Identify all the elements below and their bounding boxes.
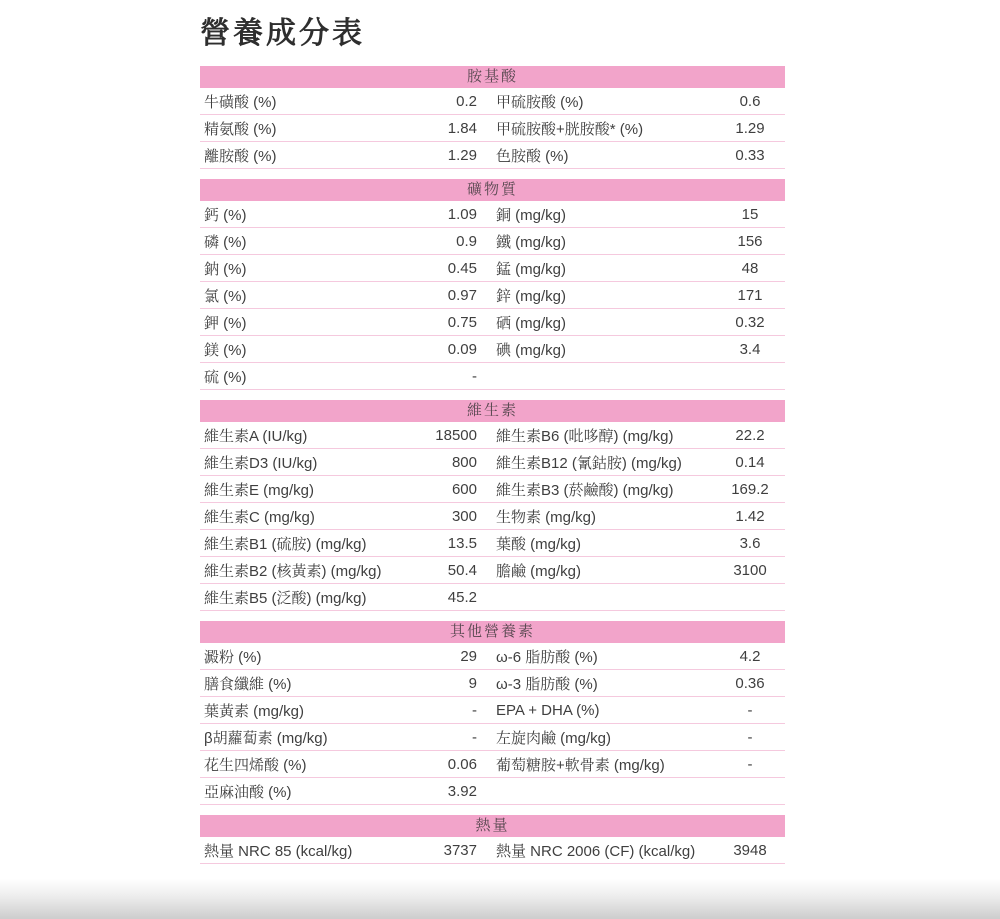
table-row: [200, 422, 785, 449]
table-row: [200, 282, 785, 309]
row-value-right: 0.33: [735, 146, 765, 164]
section-amino-acids: [200, 66, 785, 169]
row-label-right: 熱量 NRC 2006 (CF) (kcal/kg): [496, 842, 696, 860]
row-value-right: -: [747, 728, 753, 746]
row-value-left: 50.4: [447, 561, 477, 579]
row-label-right: 左旋肉鹼 (mg/kg): [496, 729, 612, 747]
row-value-left: 29: [460, 647, 477, 665]
row-value-right: 0.36: [735, 674, 765, 692]
row-value-right: 3100: [733, 561, 767, 579]
row-label-left: 維生素B2 (核黃素) (mg/kg): [204, 562, 382, 580]
section-header: 礦物質: [200, 179, 785, 201]
nutrition-table: [200, 66, 785, 874]
row-label-right: 葉酸 (mg/kg): [496, 535, 582, 553]
table-row: [200, 557, 785, 584]
row-value-left: 0.06: [447, 755, 477, 773]
row-label-right: 膽鹼 (mg/kg): [496, 562, 582, 580]
row-value-left: 0.45: [447, 259, 477, 277]
row-label-left: 氯 (%): [204, 287, 247, 305]
row-label-right: 硒 (mg/kg): [496, 314, 567, 332]
row-label-right: 銅 (mg/kg): [496, 206, 567, 224]
row-label-right: 維生素B6 (吡哆醇) (mg/kg): [496, 427, 674, 445]
table-row: [200, 778, 785, 805]
section-vitamins: [200, 400, 785, 611]
table-row: [200, 503, 785, 530]
row-label-left: 維生素E (mg/kg): [204, 481, 315, 499]
row-value-left: 3.92: [447, 782, 477, 800]
row-value-left: 1.29: [447, 146, 477, 164]
row-label-right: EPA + DHA (%): [496, 701, 600, 719]
row-value-left: 13.5: [447, 534, 477, 552]
row-value-left: 600: [451, 480, 477, 498]
row-value-right: 3.6: [739, 534, 761, 552]
row-value-right: 0.14: [735, 453, 765, 471]
section-energy: [200, 815, 785, 864]
row-label-left: 離胺酸 (%): [204, 147, 277, 165]
row-label-left: 花生四烯酸 (%): [204, 756, 307, 774]
table-row: [200, 201, 785, 228]
row-label-right: 鋅 (mg/kg): [496, 287, 567, 305]
section-header: 胺基酸: [200, 66, 785, 88]
row-label-right: 生物素 (mg/kg): [496, 508, 597, 526]
bottom-gradient: [0, 879, 1000, 919]
section-header: 熱量: [200, 815, 785, 837]
row-label-left: 維生素A (IU/kg): [204, 427, 308, 445]
row-value-right: 4.2: [739, 647, 761, 665]
row-value-left: -: [472, 367, 477, 385]
row-value-left: 0.2: [456, 92, 477, 110]
row-value-left: 3737: [443, 841, 477, 859]
row-value-left: 300: [451, 507, 477, 525]
row-label-left: 維生素D3 (IU/kg): [204, 454, 318, 472]
row-label-right: 甲硫胺酸 (%): [496, 93, 584, 111]
row-value-left: 0.75: [447, 313, 477, 331]
table-row: [200, 643, 785, 670]
row-value-left: 1.84: [447, 119, 477, 137]
row-label-left: 鈉 (%): [204, 260, 247, 278]
row-value-right: 171: [737, 286, 763, 304]
table-row: [200, 670, 785, 697]
row-label-left: 精氨酸 (%): [204, 120, 277, 138]
section-header: 維生素: [200, 400, 785, 422]
row-label-right: 葡萄糖胺+軟骨素 (mg/kg): [496, 756, 665, 774]
table-row: [200, 724, 785, 751]
row-label-right: 錳 (mg/kg): [496, 260, 567, 278]
row-label-left: 硫 (%): [204, 368, 247, 386]
page-title: 營養成分表: [200, 17, 365, 50]
row-value-right: 0.32: [735, 313, 765, 331]
row-label-left: β胡蘿蔔素 (mg/kg): [204, 729, 328, 747]
row-value-right: 48: [741, 259, 759, 277]
table-row: [200, 530, 785, 557]
table-row: [200, 751, 785, 778]
row-label-right: 甲硫胺酸+胱胺酸* (%): [496, 120, 644, 138]
row-value-left: 45.2: [447, 588, 477, 606]
table-row: [200, 255, 785, 282]
row-value-right: 156: [737, 232, 763, 250]
row-label-right: 色胺酸 (%): [496, 147, 569, 165]
row-value-right: -: [747, 701, 753, 719]
row-value-right: 3948: [733, 841, 767, 859]
row-label-left: 維生素B1 (硫胺) (mg/kg): [204, 535, 367, 553]
row-label-left: 牛磺酸 (%): [204, 93, 277, 111]
row-value-left: 0.09: [447, 340, 477, 358]
row-value-right: 0.6: [739, 92, 761, 110]
table-row: [200, 115, 785, 142]
row-label-left: 膳食纖維 (%): [204, 675, 292, 693]
row-label-right: ω-3 脂肪酸 (%): [496, 675, 598, 693]
row-label-right: 鐵 (mg/kg): [496, 233, 567, 251]
row-label-left: 葉黃素 (mg/kg): [204, 702, 305, 720]
row-label-right: 維生素B3 (菸鹼酸) (mg/kg): [496, 481, 674, 499]
row-value-right: 22.2: [735, 426, 765, 444]
row-label-left: 亞麻油酸 (%): [204, 783, 292, 801]
row-label-left: 維生素B5 (泛酸) (mg/kg): [204, 589, 367, 607]
row-value-left: 800: [451, 453, 477, 471]
row-value-left: 9: [468, 674, 477, 692]
row-value-right: 1.42: [735, 507, 765, 525]
table-row: [200, 697, 785, 724]
table-row: [200, 309, 785, 336]
row-value-left: 0.9: [456, 232, 477, 250]
row-value-left: 1.09: [447, 205, 477, 223]
table-row: [200, 363, 785, 390]
row-value-right: 169.2: [731, 480, 769, 498]
row-label-left: 熱量 NRC 85 (kcal/kg): [204, 842, 353, 860]
table-row: [200, 142, 785, 169]
row-value-right: -: [747, 755, 753, 773]
section-header: 其他營養素: [200, 621, 785, 643]
row-label-left: 澱粉 (%): [204, 648, 262, 666]
row-label-left: 鈣 (%): [204, 206, 247, 224]
section-other-nutrients: [200, 621, 785, 805]
row-value-right: 1.29: [735, 119, 765, 137]
row-label-right: 維生素B12 (氰鈷胺) (mg/kg): [496, 454, 682, 472]
table-row: [200, 336, 785, 363]
row-label-left: 鉀 (%): [204, 314, 247, 332]
table-row: [200, 584, 785, 611]
row-label-right: 碘 (mg/kg): [496, 341, 567, 359]
table-row: [200, 88, 785, 115]
row-label-left: 磷 (%): [204, 233, 247, 251]
row-value-right: 3.4: [739, 340, 761, 358]
row-value-left: -: [472, 728, 477, 746]
row-value-right: 15: [741, 205, 759, 223]
row-label-left: 鎂 (%): [204, 341, 247, 359]
row-value-left: 18500: [435, 426, 477, 444]
section-minerals: [200, 179, 785, 390]
table-row: [200, 837, 785, 864]
table-row: [200, 476, 785, 503]
row-value-left: 0.97: [447, 286, 477, 304]
table-row: [200, 228, 785, 255]
table-row: [200, 449, 785, 476]
row-label-left: 維生素C (mg/kg): [204, 508, 315, 526]
row-value-left: -: [472, 701, 477, 719]
row-label-right: ω-6 脂肪酸 (%): [496, 648, 598, 666]
